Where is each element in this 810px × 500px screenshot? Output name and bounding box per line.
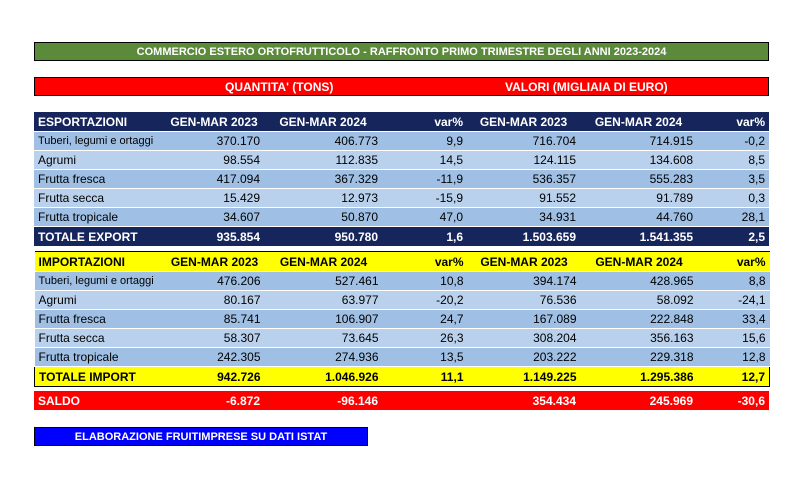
table-row bbox=[35, 329, 770, 348]
cell: 15,6 bbox=[698, 329, 770, 348]
col-val-var: var% bbox=[698, 252, 770, 272]
cell: 714.915 bbox=[580, 132, 697, 151]
cell: 354.434 bbox=[467, 391, 580, 411]
units-header bbox=[34, 77, 769, 96]
cell: 1.149.225 bbox=[468, 367, 581, 387]
col-qty-2024: GEN-MAR 2024 bbox=[264, 112, 382, 132]
cell: 12,8 bbox=[698, 348, 770, 367]
cell bbox=[382, 391, 467, 411]
cell: 950.780 bbox=[264, 227, 382, 247]
row-label: Frutta tropicale bbox=[34, 208, 164, 227]
cell: 91.789 bbox=[580, 189, 697, 208]
row-label: Agrumi bbox=[35, 291, 165, 310]
cell: 98.554 bbox=[164, 151, 264, 170]
cell: 73.645 bbox=[265, 329, 383, 348]
import-total-row bbox=[35, 367, 770, 387]
col-val-var: var% bbox=[697, 112, 769, 132]
cell: 242.305 bbox=[165, 348, 265, 367]
cell: 367.329 bbox=[264, 170, 382, 189]
cell: 12,7 bbox=[698, 367, 770, 387]
cell: 356.163 bbox=[581, 329, 698, 348]
cell: 34.931 bbox=[467, 208, 580, 227]
cell: 2,5 bbox=[697, 227, 769, 247]
table-row bbox=[34, 189, 769, 208]
cell: 274.936 bbox=[265, 348, 383, 367]
cell: 1.503.659 bbox=[467, 227, 580, 247]
table-row bbox=[34, 151, 769, 170]
cell: 112.835 bbox=[264, 151, 382, 170]
cell: -11,9 bbox=[382, 170, 467, 189]
row-label: Tuberi, legumi e ortaggi bbox=[35, 272, 165, 291]
table-row bbox=[35, 348, 770, 367]
cell: 13,5 bbox=[383, 348, 468, 367]
cell: -20,2 bbox=[383, 291, 468, 310]
source-note-text: ELABORAZIONE FRUITIMPRESE SU DATI ISTAT bbox=[74, 430, 328, 443]
table-row bbox=[35, 291, 770, 310]
cell: 716.704 bbox=[467, 132, 580, 151]
row-label: Tuberi, legumi e ortaggi bbox=[34, 132, 164, 151]
cell: 14,5 bbox=[382, 151, 467, 170]
cell: 222.848 bbox=[581, 310, 698, 329]
cell: 85.741 bbox=[165, 310, 265, 329]
cell: 167.089 bbox=[468, 310, 581, 329]
cell: 26,3 bbox=[383, 329, 468, 348]
cell: -24,1 bbox=[698, 291, 770, 310]
col-val-2023: GEN-MAR 2023 bbox=[467, 112, 580, 132]
cell: -96.146 bbox=[264, 391, 382, 411]
cell: 1.541.355 bbox=[580, 227, 697, 247]
cell: 11,1 bbox=[383, 367, 468, 387]
row-label: Agrumi bbox=[34, 151, 164, 170]
cell: 8,5 bbox=[697, 151, 769, 170]
col-val-2024: GEN-MAR 2024 bbox=[580, 112, 697, 132]
cell: 0,3 bbox=[697, 189, 769, 208]
cell: 44.760 bbox=[580, 208, 697, 227]
col-qty-2024: GEN-MAR 2024 bbox=[265, 252, 383, 272]
cell: 1.046.926 bbox=[265, 367, 383, 387]
cell: -0,2 bbox=[697, 132, 769, 151]
row-label: Frutta secca bbox=[34, 189, 164, 208]
cell: 58.092 bbox=[581, 291, 698, 310]
table-row bbox=[34, 208, 769, 227]
cell: 417.094 bbox=[164, 170, 264, 189]
cell: 124.115 bbox=[467, 151, 580, 170]
export-section-label: ESPORTAZIONI bbox=[34, 112, 164, 132]
import-table bbox=[34, 251, 770, 387]
col-qty-2023: GEN-MAR 2023 bbox=[164, 112, 264, 132]
saldo-label: SALDO bbox=[34, 391, 164, 411]
cell: 308.204 bbox=[468, 329, 581, 348]
cell: 80.167 bbox=[165, 291, 265, 310]
report-title-text: COMMERCIO ESTERO ORTOFRUTTICOLO - RAFFRONTO PRIMO TRIMESTRE DEGLI ANNI 2023-2024 bbox=[136, 45, 667, 58]
cell: 8,8 bbox=[698, 272, 770, 291]
export-total-row bbox=[34, 227, 769, 247]
import-section-label: IMPORTAZIONI bbox=[35, 252, 165, 272]
cell: 1.295.386 bbox=[581, 367, 698, 387]
cell: 12.973 bbox=[264, 189, 382, 208]
cell: 555.283 bbox=[580, 170, 697, 189]
cell: -30,6 bbox=[697, 391, 769, 411]
total-label: TOTALE EXPORT bbox=[34, 227, 164, 247]
cell: 1,6 bbox=[382, 227, 467, 247]
cell: 58.307 bbox=[165, 329, 265, 348]
cell: 76.536 bbox=[468, 291, 581, 310]
col-val-2024: GEN-MAR 2024 bbox=[581, 252, 698, 272]
import-header-row bbox=[35, 252, 770, 272]
cell: 50.870 bbox=[264, 208, 382, 227]
cell: 536.357 bbox=[467, 170, 580, 189]
cell: 33,4 bbox=[698, 310, 770, 329]
cell: 34.607 bbox=[164, 208, 264, 227]
cell: 428.965 bbox=[581, 272, 698, 291]
cell: 229.318 bbox=[581, 348, 698, 367]
cell: 245.969 bbox=[580, 391, 697, 411]
cell: 9,9 bbox=[382, 132, 467, 151]
cell: 134.608 bbox=[580, 151, 697, 170]
cell: 91.552 bbox=[467, 189, 580, 208]
values-units-label: VALORI (MIGLIAIA DI EURO) bbox=[505, 79, 668, 94]
col-val-2023: GEN-MAR 2023 bbox=[468, 252, 581, 272]
export-table bbox=[34, 112, 769, 247]
cell: 63.977 bbox=[265, 291, 383, 310]
cell: 942.726 bbox=[165, 367, 265, 387]
cell: -15,9 bbox=[382, 189, 467, 208]
cell: 106.907 bbox=[265, 310, 383, 329]
source-note bbox=[34, 427, 368, 446]
cell: 370.170 bbox=[164, 132, 264, 151]
total-label: TOTALE IMPORT bbox=[35, 367, 165, 387]
cell: 394.174 bbox=[468, 272, 581, 291]
cell: 15.429 bbox=[164, 189, 264, 208]
col-qty-var: var% bbox=[382, 112, 467, 132]
cell: 24,7 bbox=[383, 310, 468, 329]
row-label: Frutta tropicale bbox=[35, 348, 165, 367]
row-label: Frutta secca bbox=[35, 329, 165, 348]
col-qty-2023: GEN-MAR 2023 bbox=[165, 252, 265, 272]
cell: 3,5 bbox=[697, 170, 769, 189]
cell: 47,0 bbox=[382, 208, 467, 227]
row-label: Frutta fresca bbox=[35, 310, 165, 329]
report-title bbox=[34, 42, 769, 61]
table-row bbox=[35, 272, 770, 291]
table-row bbox=[34, 170, 769, 189]
cell: 28,1 bbox=[697, 208, 769, 227]
cell: 203.222 bbox=[468, 348, 581, 367]
saldo-table bbox=[34, 391, 769, 411]
cell: 406.773 bbox=[264, 132, 382, 151]
table-row bbox=[34, 132, 769, 151]
row-label: Frutta fresca bbox=[34, 170, 164, 189]
cell: 476.206 bbox=[165, 272, 265, 291]
quantity-units-label: QUANTITA' (TONS) bbox=[225, 79, 334, 94]
cell: -6.872 bbox=[164, 391, 264, 411]
table-row bbox=[35, 310, 770, 329]
export-header-row bbox=[34, 112, 769, 132]
col-qty-var: var% bbox=[383, 252, 468, 272]
cell: 10,8 bbox=[383, 272, 468, 291]
cell: 935.854 bbox=[164, 227, 264, 247]
cell: 527.461 bbox=[265, 272, 383, 291]
saldo-row bbox=[34, 391, 769, 411]
